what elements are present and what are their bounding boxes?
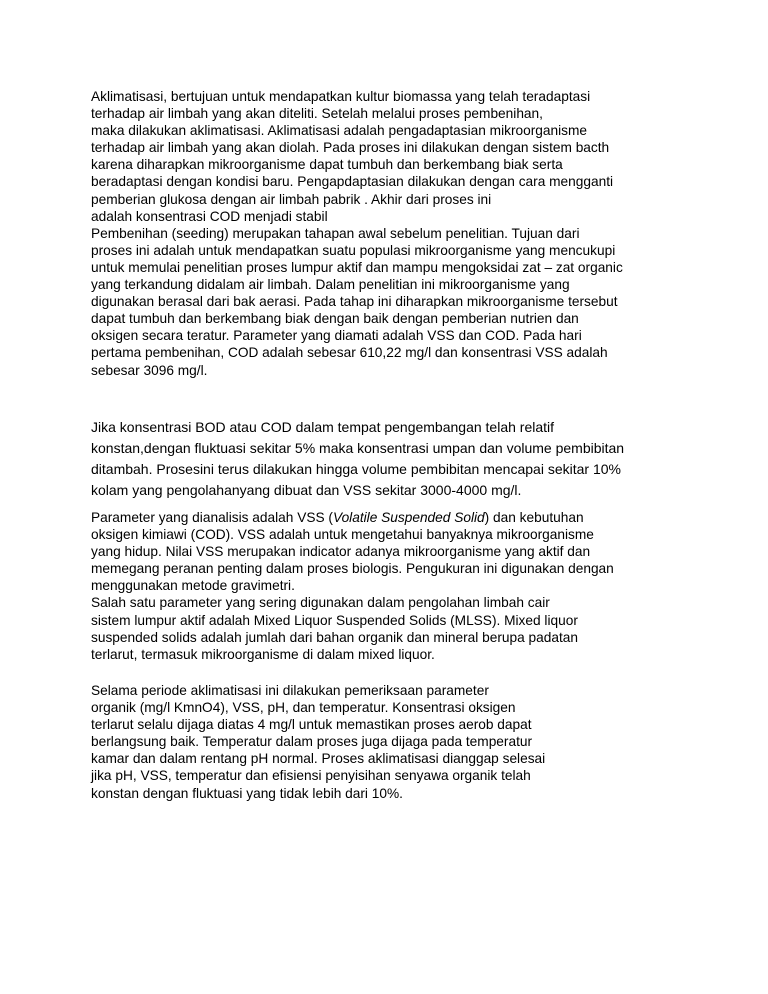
- text-segment: Parameter yang dianalisis adalah VSS (: [91, 510, 333, 525]
- text-line: berlangsung baik. Temperatur dalam proses juga dijaga pada temperatur: [91, 734, 533, 750]
- text-line: sistem lumpur aktif adalah Mixed Liquor Suspended Solids (MLSS). Mixed liquor: [91, 612, 578, 628]
- paragraph-aklimatisasi: [91, 88, 691, 379]
- text-line: Aklimatisasi, bertujuan untuk mendapatkan kultur biomassa yang telah teradaptasi: [91, 89, 591, 104]
- text-line: terlarut selalu dijaga diatas 4 mg/l untuk memastikan proses aerob dapat: [91, 717, 532, 733]
- text-line: kolam yang pengolahanyang dibuat dan VSS sekitar 3000-4000 mg/l.: [91, 482, 522, 498]
- text-line: untuk memulai penelitian proses lumpur aktif dan mampu mengoksidai zat – zat organic: [91, 259, 623, 275]
- text-line: [91, 509, 691, 526]
- text-line: organik (mg/l KmnO4), VSS, pH, dan temperatur. Konsentrasi oksigen: [91, 700, 516, 716]
- text-line: oksigen kimiawi (COD). VSS adalah untuk mengetahui banyaknya mikroorganisme: [91, 527, 594, 543]
- text-line: konstan dengan fluktuasi yang tidak lebih dari 10%.: [91, 785, 403, 801]
- italic-term: Volatile Suspended Solid: [332, 510, 485, 525]
- text-line: Salah satu parameter yang sering digunakan dalam pengolahan limbah cair: [91, 595, 550, 611]
- text-line: yang hidup. Nilai VSS merupakan indicator adanya mikroorganisme yang aktif dan: [91, 544, 591, 560]
- text-line: yang terkandung didalam air limbah. Dalam penelitian ini mikroorganisme yang: [91, 277, 570, 293]
- text-line: Selama periode aklimatisasi ini dilakukan pemeriksaan parameter: [91, 683, 489, 698]
- text-line: karena diharapkan mikroorganisme dapat tumbuh dan berkembang biak serta: [91, 157, 563, 173]
- text-line: suspended solids adalah jumlah dari bahan organik dan mineral berupa padatan: [91, 629, 579, 645]
- text-line: sebesar 3096 mg/l.: [91, 362, 208, 378]
- text-line: memegang peranan penting dalam proses biologis. Pengukuran ini digunakan dengan: [91, 561, 614, 577]
- text-line: pertama pembenihan, COD adalah sebesar 610,22 mg/l dan konsentrasi VSS adalah: [91, 345, 608, 361]
- text-line: kamar dan dalam rentang pH normal. Proses aklimatisasi dianggap selesai: [91, 751, 546, 767]
- text-line: terlarut, termasuk mikroorganisme di dalam mixed liquor.: [91, 646, 435, 662]
- text-line: Pembenihan (seeding) merupakan tahapan awal sebelum penelitian. Tujuan dari: [91, 225, 580, 241]
- text-line: beradaptasi dengan kondisi baru. Pengapdaptasian dilakukan dengan cara mengganti: [91, 174, 614, 190]
- text-segment: ) dan kebutuhan: [484, 510, 584, 525]
- paragraph-konsentrasi-bod: [91, 417, 691, 501]
- text-line: terhadap air limbah yang akan diteliti. Setelah melalui proses pembenihan,: [91, 106, 543, 122]
- text-line: pemberian glukosa dengan air limbah pabrik . Akhir dari proses ini: [91, 191, 492, 207]
- text-line: adalah konsentrasi COD menjadi stabil: [91, 208, 328, 224]
- text-line: maka dilakukan aklimatisasi. Aklimatisasi adalah pengadaptasian mikroorganisme: [91, 123, 588, 139]
- text-line: Jika konsentrasi BOD atau COD dalam tempat pengembangan telah relatif: [91, 419, 555, 435]
- text-line: ditambah. Prosesini terus dilakukan hingga volume pembibitan mencapai sekitar 10%: [91, 461, 621, 477]
- text-line: konstan,dengan fluktuasi sekitar 5% maka konsentrasi umpan dan volume pembibitan: [91, 440, 625, 456]
- text-line: digunakan berasal dari bak aerasi. Pada tahap ini diharapkan mikroorganisme tersebut: [91, 294, 618, 310]
- text-line: terhadap air limbah yang akan diolah. Pada proses ini dilakukan dengan sistem bacth: [91, 140, 610, 156]
- text-line: menggunakan metode gravimetri.: [91, 578, 295, 594]
- text-line: proses ini adalah untuk mendapatkan suatu populasi mikroorganisme yang mencukupi: [91, 242, 616, 258]
- text-line: dapat tumbuh dan berkembang biak dengan baik dengan pemberian nutrien dan: [91, 311, 579, 327]
- paragraph-periode-aklimatisasi: [91, 682, 691, 802]
- paragraph-parameter-vss: [91, 509, 691, 663]
- text-line: jika pH, VSS, temperatur dan efisiensi penyisihan senyawa organik telah: [91, 768, 531, 784]
- text-line: oksigen secara teratur. Parameter yang diamati adalah VSS dan COD. Pada hari: [91, 328, 582, 344]
